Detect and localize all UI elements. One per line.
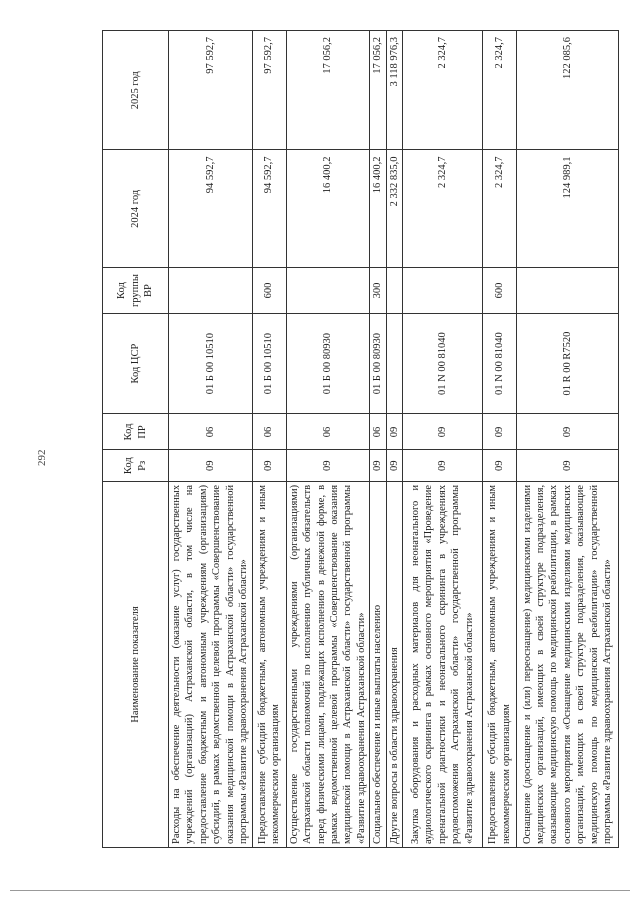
row-rz: 09 [517,450,619,481]
table-row [169,31,253,848]
header-name: Наименование показателя [103,481,169,847]
row-name: Социальное обеспечение и иные выплаты населению [370,481,386,847]
row-vr [386,268,402,314]
row-csr: 01 N 00 81040 [403,313,483,414]
header-csr: Код ЦСР [103,313,169,414]
row-2025: 97 592,7 [252,31,286,150]
row-name: Другие вопросы в области здравоохранения [386,481,402,847]
row-2024: 16 400,2 [286,150,370,268]
row-pr: 09 [403,414,483,450]
page-number: 292 [36,449,48,466]
row-2025: 17 056,2 [286,31,370,150]
header-pr: Код ПР [103,414,169,450]
table-header-row [103,31,169,848]
row-csr: 01 N 00 81040 [483,313,517,414]
row-rz: 09 [403,450,483,481]
row-vr: 600 [483,268,517,314]
row-rz: 09 [169,450,253,481]
table-row [403,31,483,848]
header-rz: Код Рз [103,450,169,481]
header-2024: 2024 год [103,150,169,268]
row-name: Предоставление субсидий бюджетным, автономным учреждениям и иным некоммерческим организациям [483,481,517,847]
budget-table [102,30,619,848]
row-pr: 06 [252,414,286,450]
row-2024: 16 400,2 [370,150,386,268]
row-csr: 01 Б 00 80930 [370,313,386,414]
table-row [386,31,402,848]
row-2024: 2 324,7 [403,150,483,268]
row-2024: 94 592,7 [252,150,286,268]
row-2025: 2 324,7 [483,31,517,150]
row-2025: 2 324,7 [403,31,483,150]
row-name: Осуществление государственными учреждениями (организациями) Астраханской области полномочий по исполнению публичных обязательств перед физическими лицами, подлежащих исполнению в денежной форме, в рамках ведомственной целевой программы «Совершенствование оказания медицинской помощи в Астраханской области» государственной программы «Развитие здравоохранения Астраханской области» [286,481,370,847]
row-pr: 09 [517,414,619,450]
row-vr: 300 [370,268,386,314]
table-row [370,31,386,848]
scan-edge-line [10,890,630,891]
table-row [517,31,619,848]
row-2024: 2 332 835,0 [386,150,402,268]
row-rz: 09 [386,450,402,481]
row-pr: 09 [386,414,402,450]
row-csr: 01 R 00 R7520 [517,313,619,414]
row-2025: 3 118 976,3 [386,31,402,150]
row-vr [403,268,483,314]
row-pr: 09 [483,414,517,450]
row-2025: 17 056,2 [370,31,386,150]
row-name: Закупка оборудования и расходных материалов для неонатального и аудиологического скрининга в рамках основного мероприятия «Проведение пренатальной диагностики и неонатального скрининга в учреждениях родовспоможения Астраханской области» государственной программы «Развитие здравоохранения Астраханской области» [403,481,483,847]
header-2025: 2025 год [103,31,169,150]
row-2025: 122 085,6 [517,31,619,150]
row-rz: 09 [483,450,517,481]
row-2024: 124 989,1 [517,150,619,268]
row-pr: 06 [286,414,370,450]
row-csr: 01 Б 00 80930 [286,313,370,414]
row-rz: 09 [370,450,386,481]
row-vr [286,268,370,314]
row-name: Оснащение (дооснащение и (или) переоснащение) медицинскими изделиями медицинских организаций, имеющих в своей структуре подразделения, оказывающие медицинскую помощь по медицинской реабилитации, в рамках основного мероприятия «Оснащение медицинскими изделиями медицинских организаций, имеющих в своей структуре подразделения, оказывающие медицинскую помощь по медицинской реабилитации» государственной программы «Развитие здравоохранения Астраханской области» [517,481,619,847]
row-pr: 06 [370,414,386,450]
table-row [252,31,286,848]
row-vr [169,268,253,314]
row-name: Расходы на обеспечение деятельности (оказание услуг) государственных учреждений (организаций) Астраханской области, в том числе на предоставление бюджетным и автономным учреждениям (организациям) субсидий, в рамках ведомственной целевой программы «Совершенствование оказания медицинской помощи в Астраханской области» государственной программы «Развитие здравоохранения Астраханской области» [169,481,253,847]
row-vr: 600 [252,268,286,314]
row-2024: 2 324,7 [483,150,517,268]
table-row [483,31,517,848]
row-name: Предоставление субсидий бюджетным, автономным учреждениям и иным некоммерческим организациям [252,481,286,847]
row-rz: 09 [252,450,286,481]
row-csr [386,313,402,414]
header-vr: Код группы ВР [103,268,169,314]
table-row [286,31,370,848]
row-rz: 09 [286,450,370,481]
rotated-table-block [102,30,614,848]
row-csr: 01 Б 00 10510 [169,313,253,414]
row-pr: 06 [169,414,253,450]
row-csr: 01 Б 00 10510 [252,313,286,414]
row-2024: 94 592,7 [169,150,253,268]
row-2025: 97 592,7 [169,31,253,150]
row-vr [517,268,619,314]
